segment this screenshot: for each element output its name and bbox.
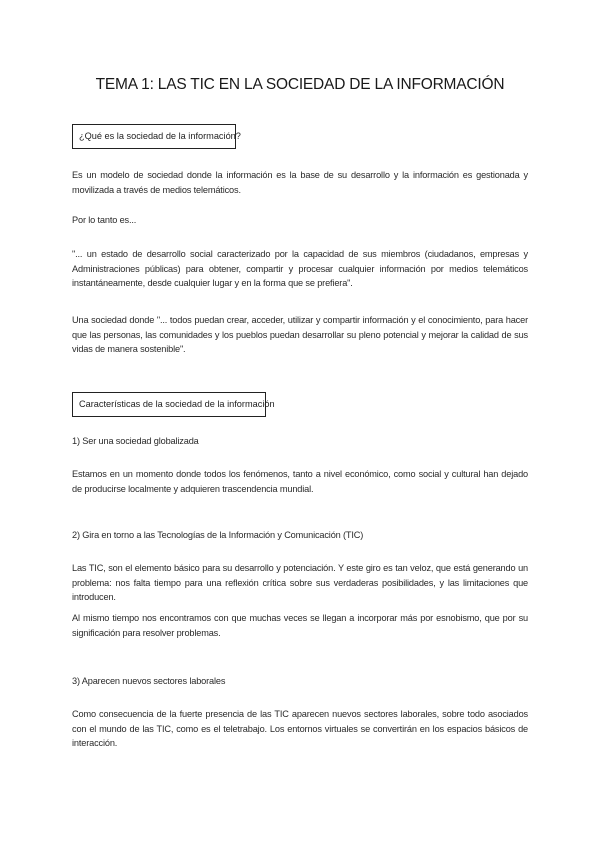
- page-title: TEMA 1: LAS TIC EN LA SOCIEDAD DE LA INFORMACIÓN: [95, 76, 505, 93]
- characteristic-heading-3: 3) Aparecen nuevos sectores laborales: [72, 676, 226, 686]
- characteristic-paragraph-1: Estamos en un momento donde todos los fenómenos, tanto a nivel económico, como social y cultural han dejado de producirse localmente y adquieren trascendencia mundial.: [72, 469, 528, 494]
- characteristic-paragraph-2b: Al mismo tiempo nos encontramos con que muchas veces se llegan a incorporar más por esnobismo, que por su significación para resolver problemas.: [72, 613, 528, 638]
- definition-paragraph: Es un modelo de sociedad donde la información es la base de su desarrollo y la información es gestionada y movilizada a través de medios telemáticos.: [72, 170, 528, 195]
- section-box-what-is: ¿Qué es la sociedad de la información?: [72, 124, 236, 149]
- characteristic-paragraph-2a: Las TIC, son el elemento básico para su desarrollo y potenciación. Y este giro es tan veloz, que está generando un problema: nos falta tiempo para una reflexión crítica sobre sus verdaderas posibilidades, y las limitaciones que introducen.: [72, 563, 528, 602]
- characteristic-paragraph-3: Como consecuencia de la fuerte presencia de las TIC aparecen nuevos sectores laborales, sobre todo asociados con el mundo de las TIC, como es el teletrabajo. Los entornos virtuales se convertirán en los espacios básicos de interacción.: [72, 709, 528, 748]
- therefore-paragraph: Por lo tanto es...: [72, 215, 137, 225]
- quote-paragraph-1: "... un estado de desarrollo social caracterizado por la capacidad de sus miembros (ciudadanos, empresas y Administraciones públicas) para obtener, compartir y procesar cualquier información por medios telemáticos instantáneamente, desde cualquier lugar y en la forma que se prefiera".: [72, 249, 528, 288]
- characteristic-heading-2: 2) Gira en torno a las Tecnologías de la Información y Comunicación (TIC): [72, 530, 364, 540]
- characteristic-heading-1: 1) Ser una sociedad globalizada: [72, 436, 199, 446]
- quote-paragraph-2: Una sociedad donde "... todos puedan crear, acceder, utilizar y compartir información y el conocimiento, para hacer que las personas, las comunidades y los pueblos puedan desarrollar su pleno potencial y mejorar la calidad de sus vidas de manera sostenible".: [72, 315, 528, 354]
- section-box-characteristics: Características de la sociedad de la información: [72, 392, 266, 417]
